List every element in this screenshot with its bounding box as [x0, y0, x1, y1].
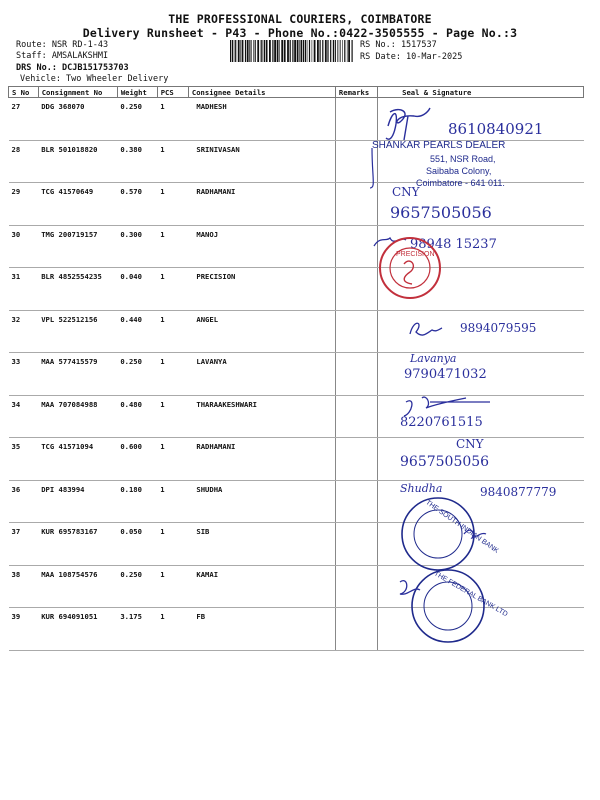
row27-phone: 8610840921 [448, 120, 544, 138]
stamp-fb-text: THE FEDERAL BANK LTD [432, 570, 509, 619]
barcode-bar [312, 40, 313, 62]
cell-consignment: VPL 522512156 [38, 310, 117, 353]
barcode-bar [253, 40, 254, 62]
cell-consignment: DDG 368070 [38, 98, 117, 141]
cell-weight: 0.050 [117, 523, 157, 566]
stamp-shankar-line2: 551, NSR Road, [430, 154, 496, 164]
cell-pcs: 1 [157, 310, 188, 353]
row33-name: Lavanya [410, 352, 457, 365]
cell-weight: 0.440 [117, 310, 157, 353]
cell-consignment: KUR 694091051 [38, 608, 117, 651]
cell-consignee: MANOJ [188, 225, 335, 268]
barcode-bar [279, 40, 280, 62]
cell-consignee: PRECISION [188, 268, 335, 311]
cell-consignment: BLR 4852554235 [38, 268, 117, 311]
barcode-bar [234, 40, 235, 62]
stamp-sib-text: THE SOUTH INDIAN BANK [424, 499, 500, 555]
cell-pcs: 1 [157, 98, 188, 141]
barcode-bar [255, 40, 256, 62]
signature-overlay [370, 96, 600, 656]
barcode-bar [249, 40, 250, 62]
stamp-shankar-line4: Coimbatore - 641 011. [416, 178, 505, 188]
barcode-bar [303, 40, 304, 62]
barcode-bar [330, 40, 331, 62]
cell-pcs: 1 [157, 480, 188, 523]
cell-sno: 28 [9, 140, 39, 183]
cell-consignment: MAA 108754576 [38, 565, 117, 608]
barcode-bar [238, 40, 240, 62]
cell-consignment: KUR 695783167 [38, 523, 117, 566]
cell-consignment: TCG 41570649 [38, 183, 117, 226]
row30-phone: 98948 15237 [410, 237, 497, 252]
cell-consignee: ANGEL [188, 310, 335, 353]
barcode-bar [335, 40, 336, 62]
barcode-bar [230, 40, 231, 62]
cell-sno: 36 [9, 480, 39, 523]
cell-consignee: KAMAI [188, 565, 335, 608]
barcode-bar [307, 40, 308, 62]
barcode-bar [232, 40, 233, 62]
stamp-shankar-line1: SHANKAR PEARLS DEALER [372, 140, 506, 151]
barcode-bar [269, 40, 271, 62]
cell-sno: 35 [9, 438, 39, 481]
cell-consignee: FB [188, 608, 335, 651]
cell-weight: 0.380 [117, 140, 157, 183]
barcode-bar [240, 40, 241, 62]
cell-weight: 0.180 [117, 480, 157, 523]
cell-consignment: MAA 707084988 [38, 395, 117, 438]
col-remarks: Remarks [335, 87, 377, 98]
vehicle-text: Vehicle: Two Wheeler Delivery [20, 74, 169, 84]
barcode-bar [290, 40, 291, 62]
row34-phone: 8220761515 [400, 415, 483, 430]
cell-pcs: 1 [157, 140, 188, 183]
barcode-bar [342, 40, 343, 62]
barcode-bar [251, 40, 252, 62]
stamp-shankar-line3: Saibaba Colony, [426, 166, 492, 176]
barcode-bar [257, 40, 259, 62]
cell-pcs: 1 [157, 523, 188, 566]
rs-number: RS No.: 1517537 [360, 40, 437, 50]
barcode-bar [317, 40, 319, 62]
barcode-bar [314, 40, 316, 62]
barcode-bar [344, 40, 345, 62]
row33-phone: 9790471032 [404, 367, 487, 382]
cell-consignee: SRINIVASAN [188, 140, 335, 183]
row35-phone: 9657505056 [400, 454, 490, 470]
signature-row32 [410, 323, 442, 335]
cell-consignment: DPI 483994 [38, 480, 117, 523]
cell-pcs: 1 [157, 268, 188, 311]
signature-row34 [404, 397, 490, 416]
barcode-bar [339, 40, 340, 62]
cell-pcs: 1 [157, 608, 188, 651]
cell-weight: 3.175 [117, 608, 157, 651]
barcode-bar [264, 40, 265, 62]
col-pcs: PCS [157, 87, 188, 98]
cell-sno: 34 [9, 395, 39, 438]
route-text: Route: NSR RD-1-43 [16, 40, 109, 50]
barcode-bar [347, 40, 348, 62]
cell-weight: 0.600 [117, 438, 157, 481]
cell-consignment: TCG 41571094 [38, 438, 117, 481]
cell-pcs: 1 [157, 225, 188, 268]
row36-name: Shudha [400, 482, 443, 495]
cell-sno: 30 [9, 225, 39, 268]
barcode-bar [348, 40, 350, 62]
barcode-bar [272, 40, 273, 62]
cell-consignee: MADHESH [188, 98, 335, 141]
rs-date: RS Date: 10-Mar-2025 [360, 52, 463, 62]
col-weight: Weight [117, 87, 157, 98]
cell-pcs: 1 [157, 565, 188, 608]
cell-pcs: 1 [157, 395, 188, 438]
barcode-bar [245, 40, 246, 62]
col-consignment: Consignment No [38, 87, 117, 98]
signature-row28 [370, 148, 373, 188]
runsheet-subtitle: Delivery Runsheet - P43 - Phone No.:0422-3505555 - Page No.:3 [82, 26, 518, 40]
col-consignee: Consignee Details [188, 87, 335, 98]
cell-pcs: 1 [157, 353, 188, 396]
cell-weight: 0.250 [117, 98, 157, 141]
col-sno: S No [9, 87, 39, 98]
barcode-bar [327, 40, 328, 62]
cell-weight: 0.250 [117, 565, 157, 608]
barcode-bar [309, 40, 310, 62]
barcode-bar [277, 40, 279, 62]
staff-text: Staff: AMSALAKSHMI [16, 51, 109, 61]
row36-phone: 9840877779 [480, 485, 557, 499]
barcode-bar [242, 40, 244, 62]
barcode-bar [352, 40, 353, 62]
barcode-bar [263, 40, 264, 62]
barcode-bar [337, 40, 338, 62]
barcode-bar [287, 40, 289, 62]
cell-sno: 32 [9, 310, 39, 353]
barcode-bar [292, 40, 293, 62]
cell-weight: 0.250 [117, 353, 157, 396]
barcode-bar [266, 40, 268, 62]
cell-consignee: SIB [188, 523, 335, 566]
barcode-bar [299, 40, 300, 62]
barcode-bar [247, 40, 249, 62]
cell-sno: 29 [9, 183, 39, 226]
row35-cny: CNY [456, 437, 484, 451]
barcode-bar [322, 40, 323, 62]
cell-pcs: 1 [157, 183, 188, 226]
cell-sno: 27 [9, 98, 39, 141]
barcode [230, 40, 353, 62]
barcode-bar [297, 40, 299, 62]
barcode-bar [301, 40, 303, 62]
barcode-bar [284, 40, 286, 62]
barcode-bar [235, 40, 236, 62]
barcode-bar [333, 40, 334, 62]
cell-sno: 39 [9, 608, 39, 651]
row32-phone: 9894079595 [460, 321, 537, 335]
cell-weight: 0.570 [117, 183, 157, 226]
cell-consignee: SHUDHA [188, 480, 335, 523]
stamp-south-indian-bank [402, 498, 500, 570]
barcode-bar [281, 40, 283, 62]
row29-phone: 9657505056 [390, 203, 492, 222]
barcode-bar [294, 40, 296, 62]
cell-sno: 31 [9, 268, 39, 311]
barcode-bar [340, 40, 341, 62]
barcode-bar [305, 40, 306, 62]
signature-row27 [386, 108, 430, 140]
company-title: THE PROFESSIONAL COURIERS, COIMBATORE [168, 12, 432, 26]
cell-consignee: THARAAKESHWARI [188, 395, 335, 438]
row29-cny: CNY [392, 185, 420, 199]
cell-weight: 0.480 [117, 395, 157, 438]
cell-consignment: BLR 501018820 [38, 140, 117, 183]
stamp-shankar [372, 140, 505, 188]
stamp-precision-text: PRECISION [396, 251, 435, 258]
cell-consignee: RADHAMANI [188, 183, 335, 226]
cell-sno: 37 [9, 523, 39, 566]
cell-consignee: RADHAMANI [188, 438, 335, 481]
cell-pcs: 1 [157, 438, 188, 481]
cell-sno: 38 [9, 565, 39, 608]
barcode-bar [274, 40, 276, 62]
barcode-bar [261, 40, 262, 62]
drs-number: DRS No.: DCJB151753703 [16, 63, 129, 73]
cell-consignment: MAA 577415579 [38, 353, 117, 396]
cell-sno: 33 [9, 353, 39, 396]
col-signature: Seal & Signature [378, 87, 584, 98]
cell-weight: 0.300 [117, 225, 157, 268]
cell-consignee: LAVANYA [188, 353, 335, 396]
cell-consignment: TMG 200719157 [38, 225, 117, 268]
barcode-bar [320, 40, 321, 62]
barcode-bar [325, 40, 327, 62]
cell-weight: 0.040 [117, 268, 157, 311]
stamp-federal-bank [400, 570, 509, 642]
